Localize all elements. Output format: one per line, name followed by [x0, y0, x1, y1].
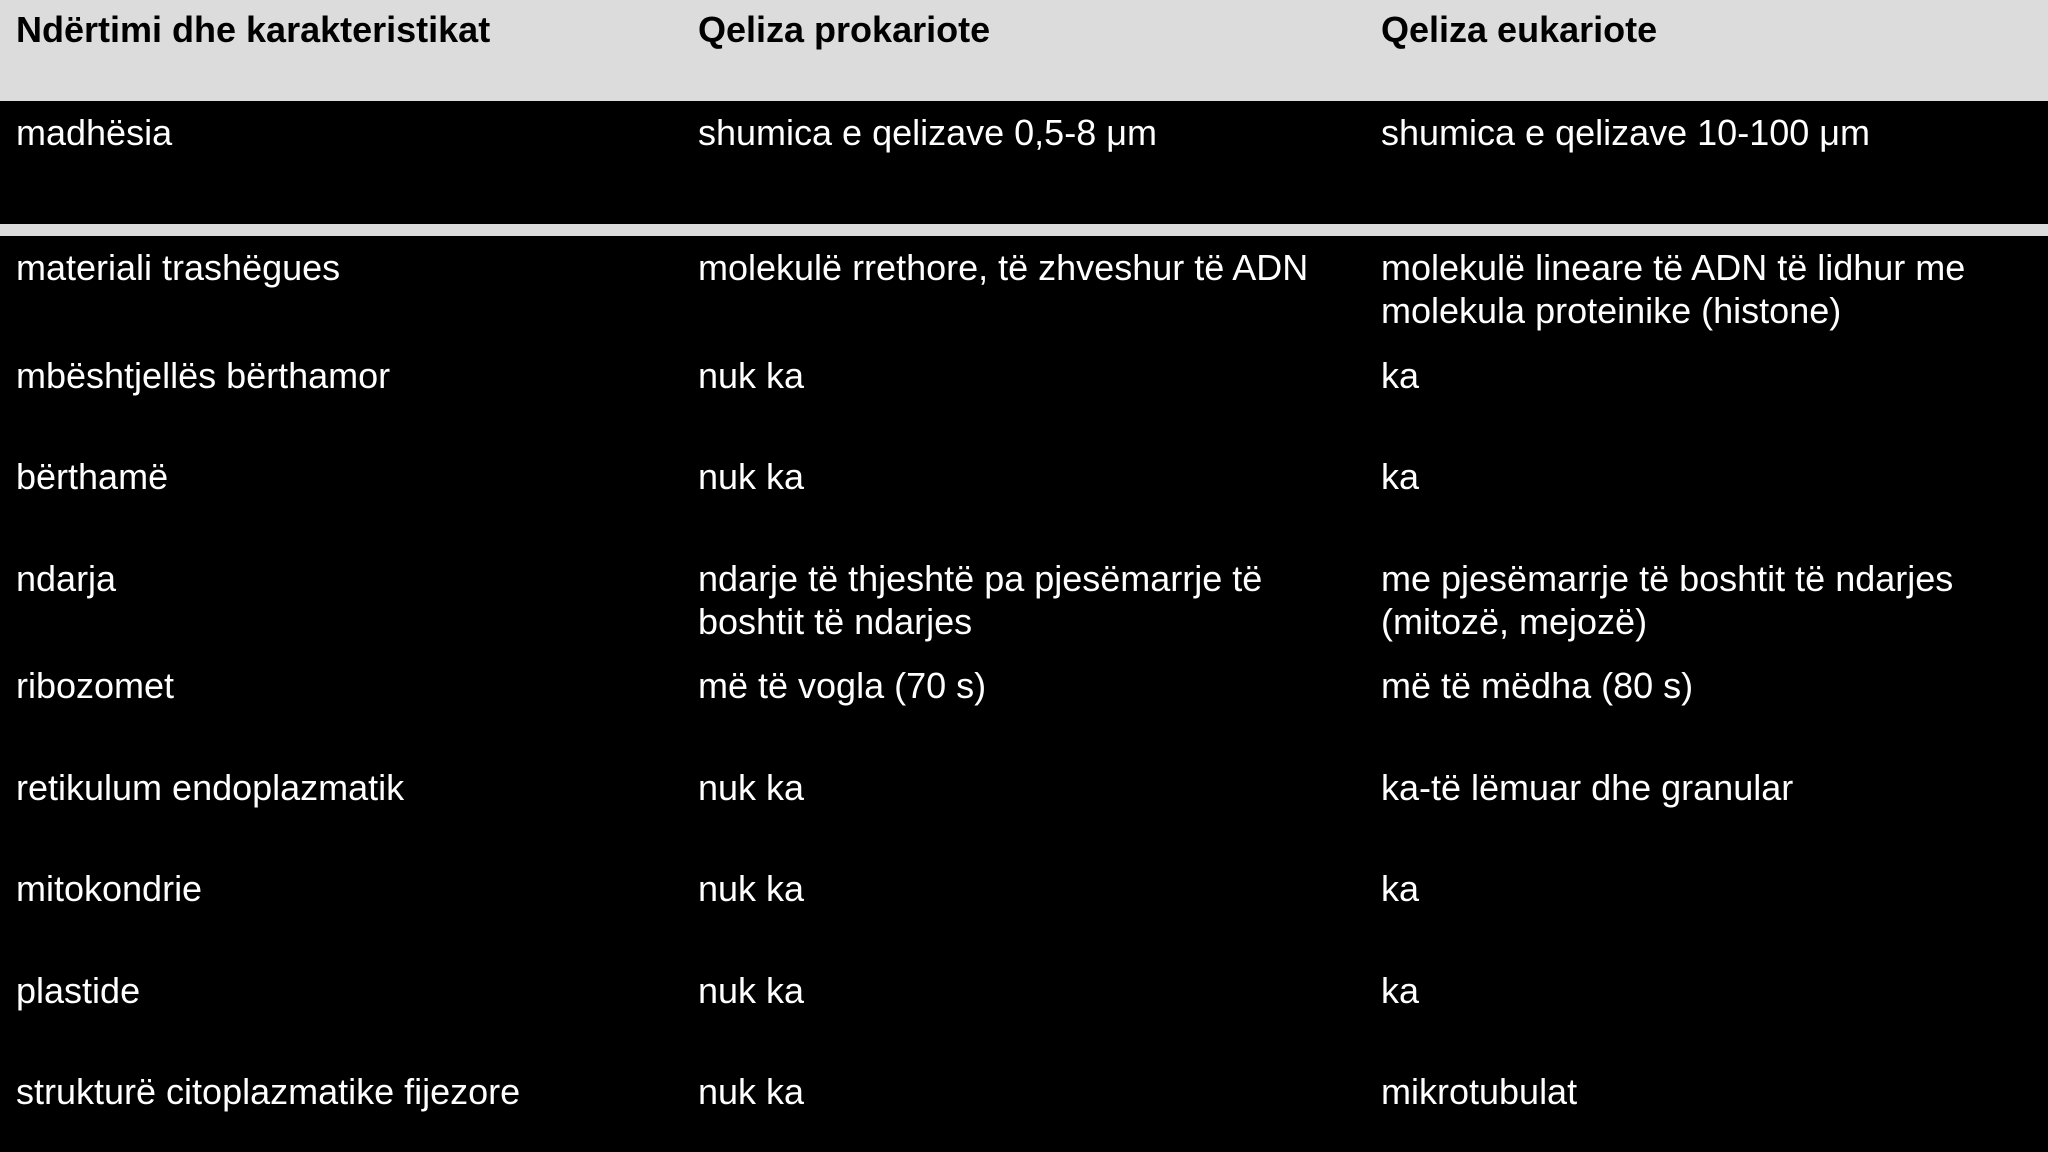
cell-feature: retikulum endoplazmatik [16, 767, 405, 808]
cell-prokariote: molekulë rrethore, të zhveshur të ADN [698, 247, 1309, 288]
cell-feature: madhësia [16, 112, 173, 153]
cell-eukariote: më të mëdha (80 s) [1381, 665, 1694, 706]
cell-eukariote: molekulë lineare të ADN të lidhur me molekula proteinike (histone) [1381, 247, 1966, 331]
cell-feature: materiali trashëgues [16, 247, 341, 288]
row-divider [0, 224, 2048, 236]
cell-prokariote: nuk ka [698, 767, 805, 808]
cell-prokariote: nuk ka [698, 355, 805, 396]
cell-prokariote: nuk ka [698, 868, 805, 909]
header-eukariote: Qeliza eukariote [1381, 9, 1658, 50]
cell-feature: ribozomet [16, 665, 175, 706]
cell-prokariote: nuk ka [698, 1071, 805, 1112]
cell-feature: ndarja [16, 558, 117, 599]
cell-eukariote: ka-të lëmuar dhe granular [1381, 767, 1794, 808]
cell-prokariote: ndarje të thjeshtë pa pjesëmarrje të boshtit të ndarjes [698, 558, 1263, 642]
cell-prokariote: nuk ka [698, 456, 805, 497]
cell-feature: strukturë citoplazmatike fijezore [16, 1071, 521, 1112]
cell-eukariote: ka [1381, 868, 1420, 909]
cell-feature: bërthamë [16, 456, 169, 497]
cell-feature: plastide [16, 970, 141, 1011]
cell-eukariote: ka [1381, 970, 1420, 1011]
cell-feature: mitokondrie [16, 868, 203, 909]
cell-prokariote: nuk ka [698, 970, 805, 1011]
cell-eukariote: shumica e qelizave 10-100 μm [1381, 112, 1870, 153]
table-header [0, 0, 2048, 101]
cell-eukariote: me pjesëmarrje të boshtit të ndarjes (mitozë, mejozë) [1381, 558, 1954, 642]
cell-feature: mbështjellës bërthamor [16, 355, 391, 396]
cell-prokariote: më të vogla (70 s) [698, 665, 987, 706]
cell-eukariote: ka [1381, 355, 1420, 396]
cell-eukariote: ka [1381, 456, 1420, 497]
cell-prokariote: shumica e qelizave 0,5-8 μm [698, 112, 1157, 153]
header-feature: Ndërtimi dhe karakteristikat [16, 9, 491, 50]
header-prokariote: Qeliza prokariote [698, 9, 991, 50]
cell-eukariote: mikrotubulat [1381, 1071, 1578, 1112]
